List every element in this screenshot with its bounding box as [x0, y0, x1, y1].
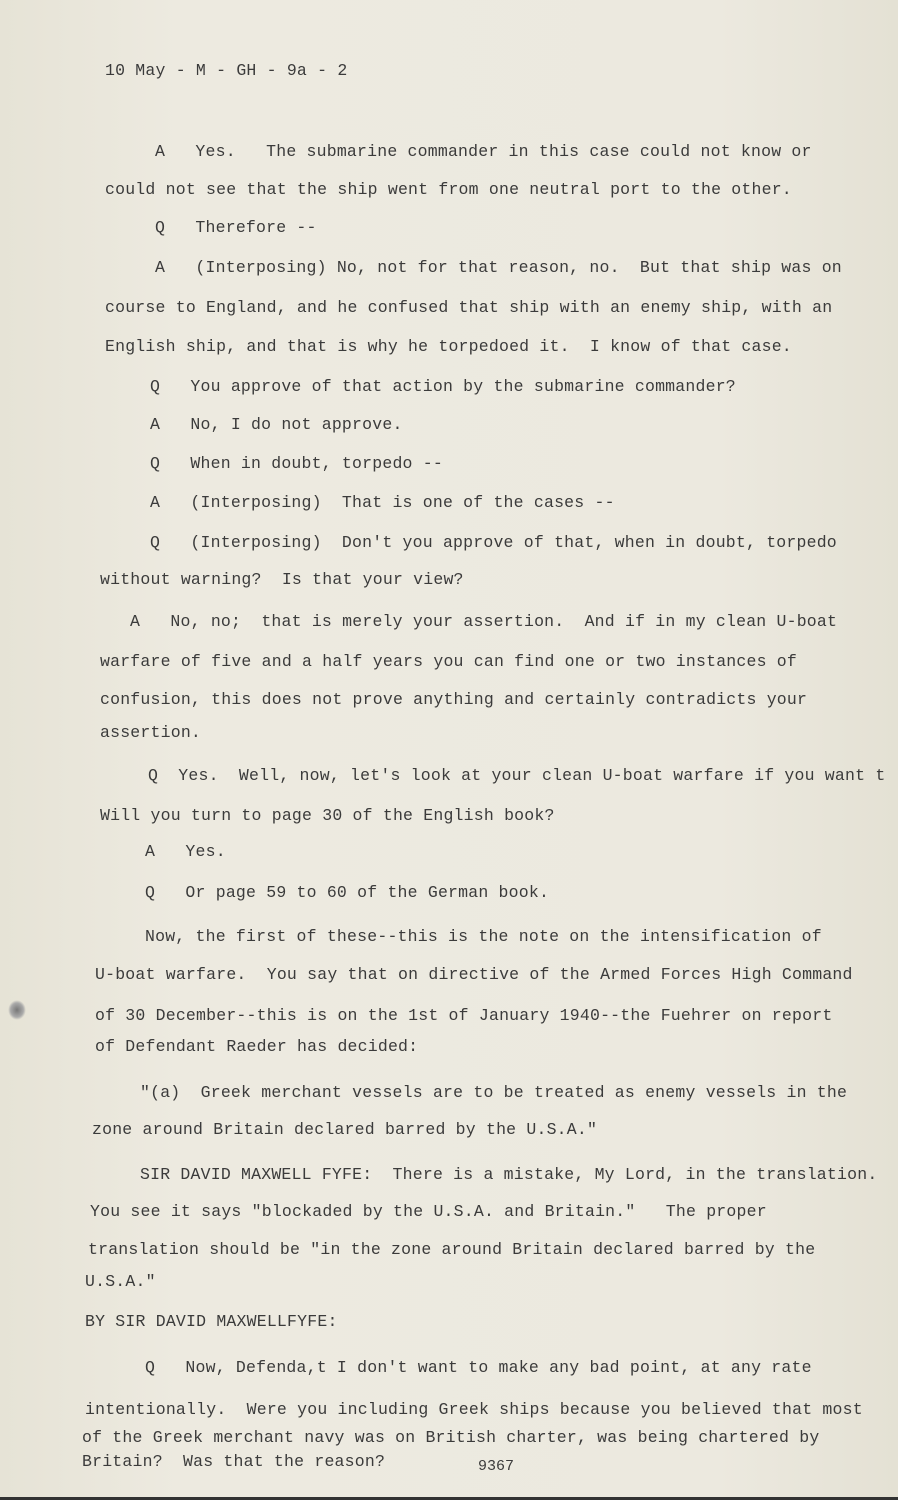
text-line: course to England, and he confused that ship with an enemy ship, with an [105, 298, 833, 317]
text-line: A (Interposing) That is one of the cases -- [150, 493, 615, 512]
text-line: Q When in doubt, torpedo -- [150, 454, 443, 473]
text-line: A Yes. [145, 842, 226, 861]
text-line: BY SIR DAVID MAXWELLFYFE: [85, 1312, 338, 1331]
text-line: English ship, and that is why he torpedoed it. I know of that case. [105, 337, 792, 356]
text-line: SIR DAVID MAXWELL FYFE: There is a mistake, My Lord, in the translation. [140, 1165, 878, 1184]
text-line: You see it says "blockaded by the U.S.A. and Britain." The proper [90, 1202, 767, 1221]
text-line: A No, no; that is merely your assertion. And if in my clean U-boat [130, 612, 838, 631]
text-line: Britain? Was that the reason? [82, 1452, 386, 1471]
text-line: assertion. [100, 723, 202, 742]
text-line: A No, I do not approve. [150, 415, 403, 434]
text-line: of Defendant Raeder has decided: [95, 1037, 419, 1056]
text-line: of the Greek merchant navy was on British charter, was being chartered by [82, 1428, 820, 1447]
text-line: Q Therefore -- [155, 218, 317, 237]
text-line: A (Interposing) No, not for that reason, no. But that ship was on [155, 258, 842, 277]
punch-hole [8, 1000, 26, 1020]
text-line: zone around Britain declared barred by the U.S.A." [92, 1120, 598, 1139]
text-line: intentionally. Were you including Greek ships because you believed that most [85, 1400, 863, 1419]
text-line: "(a) Greek merchant vessels are to be treated as enemy vessels in the [140, 1083, 848, 1102]
text-line: Q Now, Defenda,t I don't want to make any bad point, at any rate [145, 1358, 812, 1377]
page-header: 10 May - M - GH - 9a - 2 [105, 61, 348, 80]
text-line: Now, the first of these--this is the note on the intensification of [145, 927, 822, 946]
text-line: warfare of five and a half years you can find one or two instances of [100, 652, 798, 671]
text-line: Q Yes. Well, now, let's look at your clean U-boat warfare if you want t [148, 766, 886, 785]
text-line: of 30 December--this is on the 1st of January 1940--the Fuehrer on report [95, 1006, 833, 1025]
text-line: without warning? Is that your view? [100, 570, 464, 589]
text-line: Q Or page 59 to 60 of the German book. [145, 883, 550, 902]
text-line: Q You approve of that action by the submarine commander? [150, 377, 736, 396]
text-line: translation should be "in the zone around Britain declared barred by the [88, 1240, 816, 1259]
text-line: could not see that the ship went from one neutral port to the other. [105, 180, 792, 199]
text-line: U-boat warfare. You say that on directive of the Armed Forces High Command [95, 965, 853, 984]
text-line: U.S.A." [85, 1272, 156, 1291]
page-number: 9367 [478, 1458, 515, 1475]
text-line: Q (Interposing) Don't you approve of that, when in doubt, torpedo [150, 533, 837, 552]
text-line: confusion, this does not prove anything and certainly contradicts your [100, 690, 808, 709]
text-line: Will you turn to page 30 of the English book? [100, 806, 555, 825]
text-line: A Yes. The submarine commander in this case could not know or [155, 142, 812, 161]
